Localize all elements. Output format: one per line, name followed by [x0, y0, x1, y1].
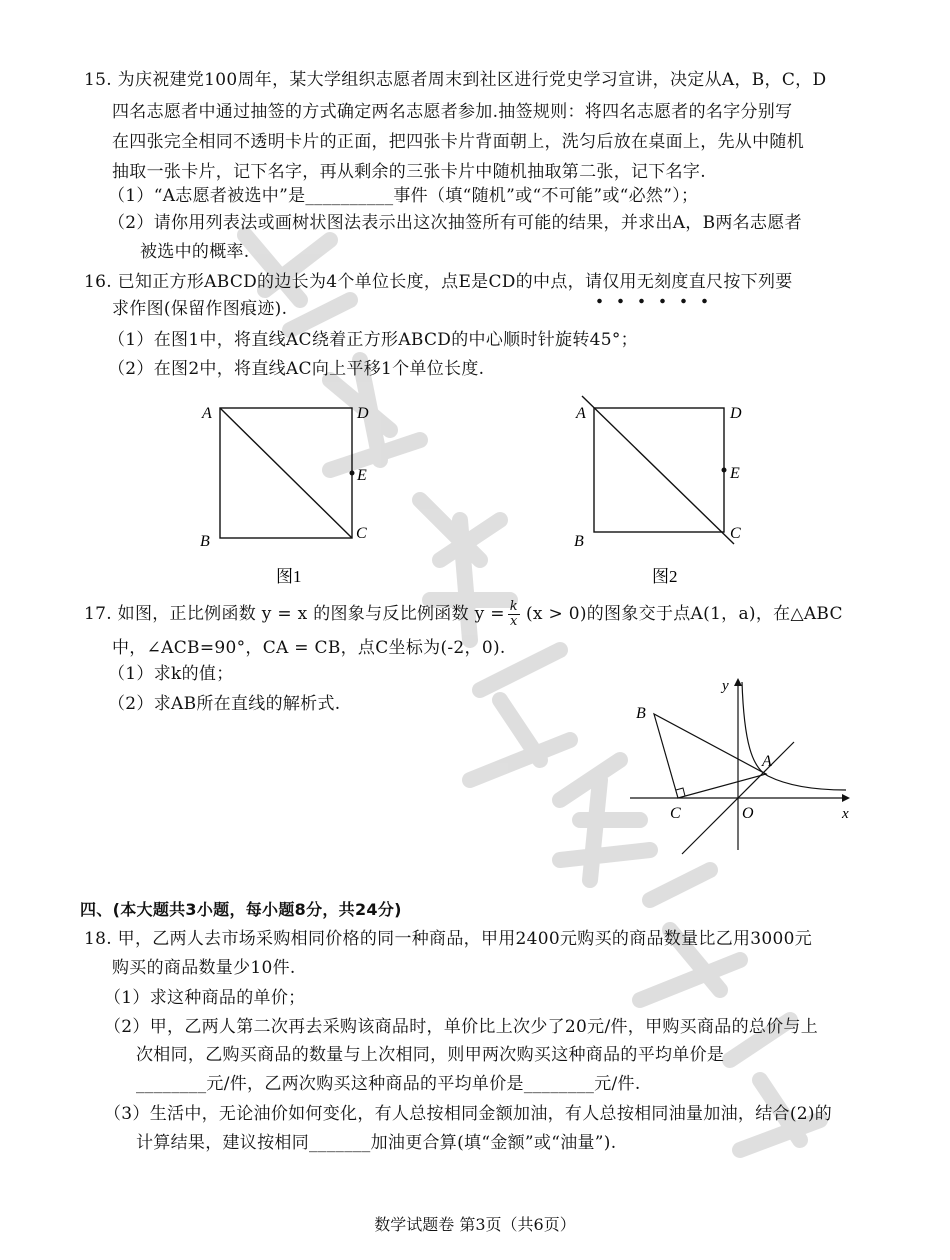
q18-sub3b: 计算结果，建议按相同_______加油更合算(填“金额”或“油量”). [136, 1133, 617, 1153]
fig2-caption: 图2 [652, 567, 678, 586]
q16-line1-post: 按下列要 [723, 272, 793, 292]
y-axis-arrow [734, 678, 742, 686]
figure-1 [190, 396, 390, 592]
fig1-caption: 图1 [276, 567, 302, 586]
q17-line1-post: (x > 0)的图象交于点A(1，a)，在△ABC [525, 604, 843, 624]
fig1-label-d: D [357, 405, 369, 422]
fig1-label-a: A [202, 405, 212, 422]
q17-line2: 中，∠ACB=90°，CA = CB，点C坐标为(-2，0). [112, 638, 506, 658]
q15-line2: 四名志愿者中通过抽签的方式确定两名志愿者参加.抽签规则：将四名志愿者的名字分别写 [112, 102, 793, 122]
q18-sub3a: （3）生活中，无论油价如何变化，有人总按相同金额加油，有人总按相同油量加油，结合(2)的 [104, 1104, 833, 1124]
emphasis-dots [585, 298, 723, 304]
q17-fraction [508, 600, 520, 629]
fig2-point-e [722, 468, 727, 473]
q15-sub2b: 被选中的概率. [140, 242, 250, 262]
fraction-denominator: x [510, 614, 518, 629]
q18-sub1: （1）求这种商品的单价； [104, 988, 306, 1008]
q16-line1-pre: 16. 已知正方形ABCD的边长为4个单位长度，点E是CD的中点， [84, 272, 585, 292]
graph-label-o: O [742, 805, 754, 822]
q15-line3: 在四张完全相同不透明卡片的正面，把四张卡片背面朝上，洗匀后放在桌面上，先从中随机 [112, 132, 804, 152]
q16-line2: 求作图(保留作图痕迹). [112, 299, 288, 319]
q17-line1 [84, 600, 843, 629]
fig1-label-b: B [200, 533, 210, 550]
graph-label-c: C [670, 805, 681, 822]
x-axis-arrow [842, 794, 850, 802]
q16-emph-text: 请仅用无刻度直尺 [584, 272, 724, 292]
q17-sub2: （2）求AB所在直线的解析式. [108, 694, 341, 714]
fig2-label-d: D [730, 405, 742, 422]
graph-label-b: B [636, 705, 646, 722]
figure-2 [562, 390, 762, 592]
q18-sub2b: 次相同，乙购买商品的数量与上次相同，则甲两次购买这种商品的平均单价是 [136, 1045, 725, 1065]
fig1-diagonal-ac [220, 408, 352, 538]
fig2-label-a: A [576, 405, 586, 422]
fraction-numerator: k [509, 599, 518, 614]
q17-line1-pre: 17. 如图，正比例函数 y = x 的图象与反比例函数 y = [84, 604, 505, 624]
page-footer: 数学试题卷 第3页（共6页） [374, 1215, 576, 1234]
q18-line2: 购买的商品数量少10件. [112, 958, 296, 978]
graph-label-x: x [842, 806, 849, 822]
fig1-label-e: E [357, 467, 367, 484]
q18-sub2a: （2）甲，乙两人第二次再去采购该商品时，单价比上次少了20元/件，甲购买商品的总价与上 [104, 1017, 819, 1037]
fig2-line-ac [582, 396, 734, 544]
graph-label-y: y [722, 678, 729, 694]
hyperbola-curve [742, 682, 846, 790]
q16-line1-emphasis [585, 272, 723, 292]
fig2-label-c: C [730, 525, 741, 542]
q16-sub2: （2）在图2中，将直线AC向上平移1个单位长度. [108, 359, 485, 379]
fig1-label-c: C [356, 525, 367, 542]
q15-line1: 15. 为庆祝建党100周年，某大学组织志愿者周末到社区进行党史学习宣讲，决定从A，B，C，D [84, 70, 827, 90]
q16-sub1: （1）在图1中，将直线AC绕着正方形ABCD的中心顺时针旋转45°； [108, 330, 638, 350]
q15-sub1: （1）“A志愿者被选中”是__________事件（填“随机”或“不可能”或“必然”）； [108, 186, 699, 206]
q15-sub2a: （2）请你用列表法或画树状图法表示出这次抽签所有可能的结果，并求出A，B两名志愿者 [108, 213, 802, 233]
q16-line1 [84, 270, 793, 294]
q17-graph [620, 672, 860, 862]
fig1-point-e [350, 471, 355, 476]
fig2-label-e: E [730, 465, 740, 482]
section-4-title: 四、(本大题共3小题，每小题8分，共24分) [80, 900, 402, 919]
triangle-abc [654, 714, 766, 798]
q15-line4: 抽取一张卡片，记下名字，再从剩余的三张卡片中随机抽取第二张，记下名字. [112, 162, 706, 182]
q17-sub1: （1）求k的值； [108, 664, 234, 684]
graph-label-a: A [762, 753, 772, 770]
q18-sub2c: ________元/件，乙两次购买这种商品的平均单价是________元/件. [136, 1074, 641, 1094]
q18-line1: 18. 甲，乙两人去市场采购相同价格的同一种商品，甲用2400元购买的商品数量比乙用3000元 [84, 929, 813, 949]
fig2-label-b: B [574, 533, 584, 550]
